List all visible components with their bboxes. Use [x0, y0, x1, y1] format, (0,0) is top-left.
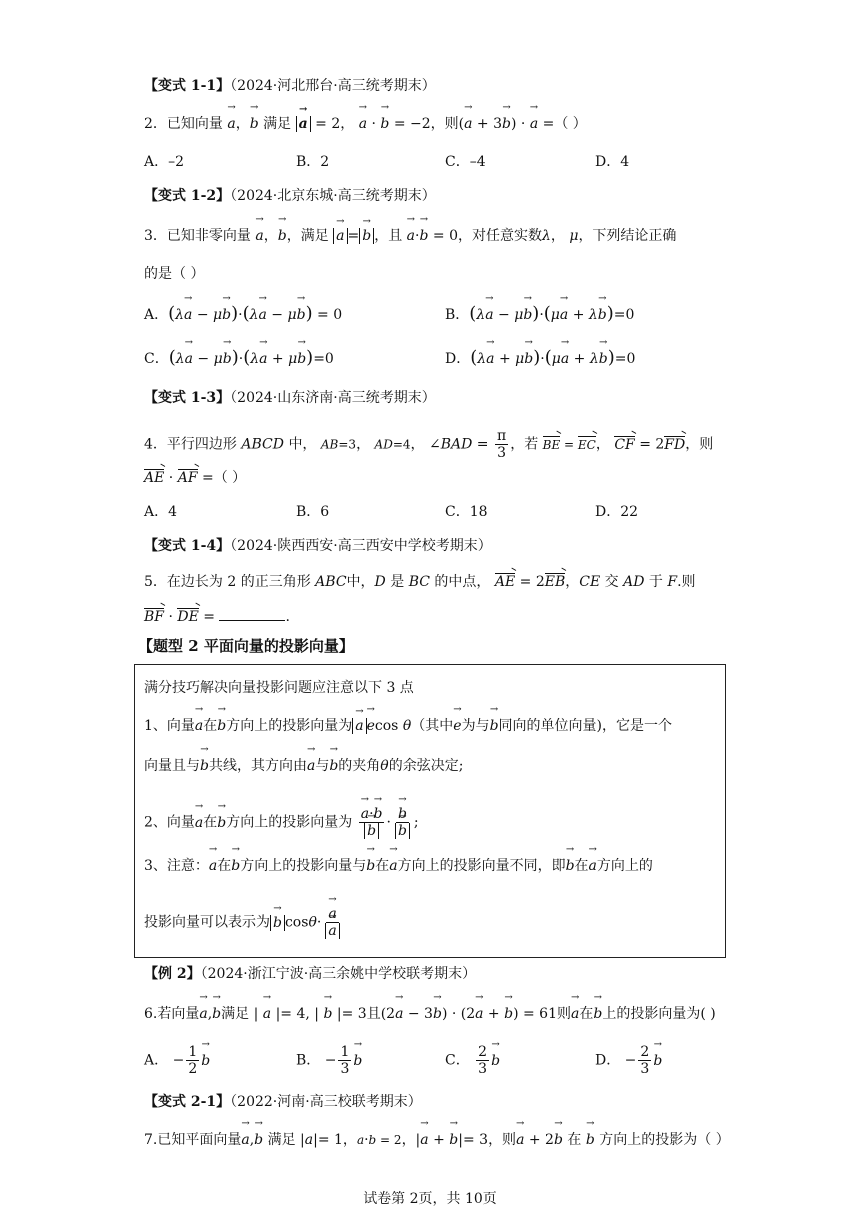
question-7: 7.已知平面向量→ a,→ b 满足 |a|= 1，a·b = 2，|→ a + → b|= 3，则→ a + 2→ b 在 → b 方向上的投影为（ ）: [144, 1130, 730, 1150]
question-3-line-2: 的是（ ）: [144, 266, 205, 282]
question-4-option-b[interactable]: B．6: [296, 504, 330, 520]
question-3-option-d[interactable]: D．(λ→ a + μ→ b)·(μ→ a + λ→ b)=0: [445, 348, 635, 369]
question-4-option-c[interactable]: C．18: [445, 504, 488, 520]
question-6-option-b[interactable]: B． − $\frac{1}{3}$ → b: [296, 1044, 362, 1077]
question-2-option-a[interactable]: A．–2: [144, 154, 185, 170]
question-6-option-d[interactable]: D． − $\frac{2}{3}$ → b: [595, 1044, 662, 1077]
page-footer: 试卷第 2页，共 10页: [363, 1191, 497, 1207]
question-6-option-c[interactable]: C． $\frac{2}{3}$ → b: [445, 1044, 500, 1077]
example-2-heading: 【例 2】（2024·浙江宁波·高三余姚中学校联考期末）: [144, 966, 477, 982]
box-point-3-line-2: 投影向量可以表示为→ b cosθ· → a → a: [144, 906, 344, 939]
variant-1-2-heading: 【变式 1-2】（2024·北京东城·高三统考期末）: [144, 188, 436, 204]
question-2-option-c[interactable]: C．–4: [445, 154, 486, 170]
question-2-option-d[interactable]: D．4: [595, 154, 630, 170]
question-5: 5．在边长为 2 的正三角形 ABC中，D 是 BC 的中点， AE = 2EB，CE 交 AD 于 F.则: [144, 574, 696, 590]
question-4-option-a[interactable]: A．4: [144, 504, 178, 520]
question-4-line-2: AE · AF =（ ）: [144, 470, 247, 486]
box-point-2: 2、向量→ a在→ b方向上的投影向量为 → a·→ b → b · → b → b ;: [144, 806, 419, 839]
question-3-option-a[interactable]: A．(λ→ a − μ→ b)·(λ→ a − μ→ b) = 0: [144, 304, 342, 325]
question-4: 4．平行四边形 ABCD 中， AB=3， AD=4， ∠BAD = $\frac{\pi}{3}$ ，若 BE = EC， CF = 2FD，则: [144, 428, 714, 461]
variant-1-4-heading: 【变式 1-4】（2024·陕西西安·高三西安中学校考期末）: [144, 538, 492, 554]
question-6-option-a[interactable]: A． − $\frac{1}{2}$ → b: [144, 1044, 210, 1077]
variant-1-1-heading: 【变式 1-1】（2024·河北邢台·高三统考期末）: [144, 78, 436, 94]
variant-2-1-heading: 【变式 2-1】（2022·河南·高三校联考期末）: [144, 1094, 422, 1110]
question-4-option-d[interactable]: D．22: [595, 504, 639, 520]
section-title: 【题型 2 平面向量的投影向量】: [138, 637, 354, 655]
answer-blank[interactable]: [219, 606, 285, 621]
question-3-option-b[interactable]: B．(λ→ a − μ→ b)·(μ→ a + λ→ b)=0: [445, 304, 634, 325]
question-2-option-b[interactable]: B．2: [296, 154, 330, 170]
question-5-line-2: BF · DE = .: [144, 606, 290, 627]
box-point-3: 3、注意：→ a在→ b方向上的投影向量与→ b在→ a方向上的投影向量不同，即→ b在→ a方向上的: [144, 856, 653, 876]
question-3: 3．已知非零向量 → a，→ b，满足 → a =→ b ，且 → a·→ b = 0，对任意实数λ， μ，下列结论正确: [144, 226, 676, 246]
question-2: 2．已知向量 → a，→ b 满足 → a = 2， → a · → b = −2，则(→ a + 3→ b) · → a =（ ）: [144, 114, 587, 134]
question-3-option-c[interactable]: C．(λ→ a − μ→ b)·(λ→ a + μ→ b)=0: [144, 348, 334, 369]
box-title: 满分技巧解决向量投影问题应注意以下 3 点: [144, 680, 414, 696]
variant-1-3-heading: 【变式 1-3】（2024·山东济南·高三统考期末）: [144, 390, 436, 406]
box-point-1-line-2: 向量且与→ b共线，其方向由→ a与→ b的夹角θ的余弦决定;: [144, 756, 463, 776]
question-6: 6.若向量→ a,→ b满足 | → a |= 4, | → b |= 3且(2→ a − 3→ b) · (2→ a + → b) = 61则→ a在→ b上的投影向量为( ): [144, 1004, 716, 1024]
box-point-1: 1、向量→ a在→ b方向上的投影向量为→ a→ ecos θ（其中→ e为与→ b同向的单位向量)，它是一个: [144, 716, 672, 736]
